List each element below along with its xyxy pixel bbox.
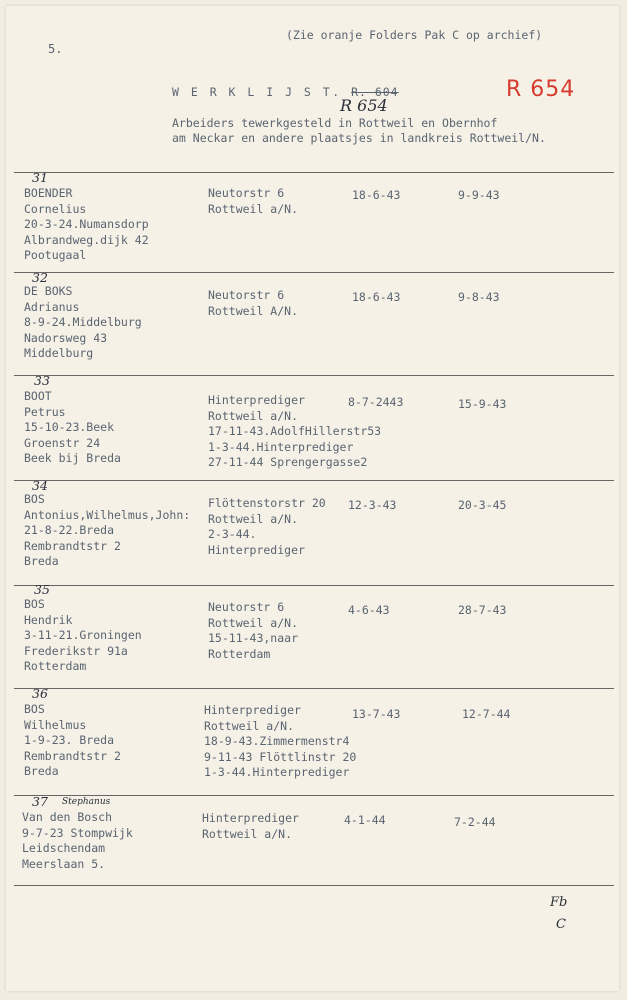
from-date: 4-6-43 <box>348 603 390 617</box>
person-line: Rembrandtstr 2 <box>24 538 121 553</box>
subtitle-line-1: Arbeiders tewerkgesteld in Rottweil en Obernhof <box>172 116 498 130</box>
address-line: Rottweil A/N. <box>208 303 299 318</box>
divider <box>14 688 614 689</box>
person-line: Beek bij Breda <box>24 451 121 465</box>
address-line: Hinterprediger <box>208 542 305 557</box>
address-line: 1-3-44.Hinterprediger <box>208 439 354 454</box>
person-line: 21-8-22.Breda <box>24 523 115 537</box>
address-block <box>202 811 299 842</box>
person-line: Hendrik <box>24 612 73 627</box>
entry-number: 37 <box>32 794 48 809</box>
address-block <box>208 600 298 662</box>
person-line: Antonius,Wilhelmus,John: <box>24 507 191 522</box>
person-line: 20-3-24.Numansdorp <box>24 217 149 231</box>
address-line: Neutorstr 6 <box>208 600 285 614</box>
person-line: Breda <box>24 554 59 568</box>
person-line: Pootugaal <box>24 248 87 262</box>
person-line: 1-9-23. Breda <box>24 733 115 747</box>
person-block <box>22 810 133 872</box>
from-date: 12-3-43 <box>348 498 397 512</box>
person-block <box>24 492 190 570</box>
from-date: 8-7-2443 <box>348 395 404 409</box>
to-date: 9-9-43 <box>458 188 500 202</box>
person-line: 8-9-24.Middelburg <box>24 315 142 329</box>
handwritten-reference: R 654 <box>340 96 388 115</box>
person-line: Frederikstr 91a <box>24 643 128 658</box>
red-reference-mark: R 654 <box>506 77 576 102</box>
address-line: Rottweil a/N. <box>208 511 299 526</box>
address-block <box>208 496 326 558</box>
person-line: Meerslaan 5. <box>22 856 106 871</box>
corner-mark-line-2: C <box>556 917 566 932</box>
person-line: Middelburg <box>24 346 94 360</box>
address-line: 17-11-43.AdolfHillerstr53 <box>208 424 382 438</box>
person-line: Adrianus <box>24 299 80 314</box>
address-block <box>208 186 298 217</box>
address-line: Flöttenstorstr 20 <box>208 496 326 510</box>
person-line: Nadorsweg 43 <box>24 330 108 345</box>
title-main: W E R K L I J S T. <box>172 85 342 99</box>
person-block <box>24 284 142 362</box>
person-line: BOS <box>24 702 45 716</box>
address-line: 27-11-44 Sprengergasse2 <box>208 455 368 469</box>
person-line: Breda <box>24 764 59 778</box>
divider <box>14 272 614 273</box>
address-line: Rottweil a/N. <box>208 615 299 630</box>
from-date: 18-6-43 <box>352 290 401 304</box>
to-date: 28-7-43 <box>458 603 507 617</box>
divider <box>14 480 614 481</box>
person-block <box>24 597 142 675</box>
person-line: 15-10-23.Beek <box>24 420 115 434</box>
address-line: 18-9-43.Zimmermenstr4 <box>204 734 350 748</box>
archive-note: (Zie oranje Folders Pak C op archief) <box>286 28 543 42</box>
to-date: 20-3-45 <box>458 498 507 512</box>
person-line: BOS <box>24 597 45 611</box>
person-line: Leidschendam <box>22 841 106 855</box>
entry-number: 33 <box>34 373 50 388</box>
divider <box>14 585 614 586</box>
person-line: Van den Bosch <box>22 810 113 824</box>
divider <box>14 172 614 173</box>
person-line: 9-7-23 Stompwijk <box>22 825 133 840</box>
from-date: 4-1-44 <box>344 813 386 827</box>
divider <box>14 885 614 886</box>
person-line: 3-11-21.Groningen <box>24 628 142 642</box>
divider <box>14 375 614 376</box>
person-line: Albrandweg.dijk 42 <box>24 232 149 247</box>
entry-number: 31 <box>32 170 48 185</box>
address-line: Neutorstr 6 <box>208 288 285 302</box>
from-date: 13-7-43 <box>352 707 401 721</box>
address-line: Hinterprediger <box>208 393 305 407</box>
person-line: DE BOKS <box>24 284 73 298</box>
entry-number: 35 <box>34 582 50 597</box>
from-date: 18-6-43 <box>352 188 401 202</box>
person-block <box>24 702 121 780</box>
person-line: Rotterdam <box>24 659 87 673</box>
address-line: Hinterprediger <box>202 811 299 825</box>
person-line: Groenstr 24 <box>24 435 101 450</box>
address-line: Rottweil a/N. <box>208 201 299 216</box>
to-date: 12-7-44 <box>462 707 511 721</box>
address-block <box>204 703 356 781</box>
title-struck: R. 604 <box>351 85 399 99</box>
entry-number: 34 <box>32 478 48 493</box>
address-line: Neutorstr 6 <box>208 186 285 200</box>
address-line: Rottweil a/N. <box>208 408 299 423</box>
person-line: BOOT <box>24 389 52 403</box>
person-line: Cornelius <box>24 201 87 216</box>
person-line: Petrus <box>24 404 66 419</box>
person-block <box>24 389 121 467</box>
person-line: BOS <box>24 492 45 506</box>
corner-mark-line-1: Fb <box>550 895 568 910</box>
to-date: 9-8-43 <box>458 290 500 304</box>
person-line: BOENDER <box>24 186 73 200</box>
address-line: 9-11-43 Flöttlinstr 20 <box>204 749 357 764</box>
address-line: Rotterdam <box>208 646 271 661</box>
person-line: Rembrandtstr 2 <box>24 748 121 763</box>
address-line: 1-3-44.Hinterprediger <box>204 765 350 779</box>
entry-number: 32 <box>32 270 48 285</box>
address-line: Hinterprediger <box>204 703 301 717</box>
page-number: 5. <box>48 42 63 56</box>
to-date: 15-9-43 <box>458 397 507 411</box>
address-block <box>208 288 298 319</box>
divider <box>14 795 614 796</box>
entry-number: 36 <box>32 686 48 701</box>
address-line: 2-3-44. <box>208 527 257 541</box>
to-date: 7-2-44 <box>454 815 496 829</box>
subtitle-line-2: am Neckar en andere plaatsjes in landkreis Rottweil/N. <box>172 131 546 145</box>
address-line: Rottweil a/N. <box>202 826 293 841</box>
address-line: Rottweil a/N. <box>204 718 295 733</box>
handwritten-first-name: Stephanus <box>62 797 111 807</box>
person-line: Wilhelmus <box>24 717 87 732</box>
address-line: 15-11-43,naar <box>208 631 299 645</box>
person-block <box>24 186 149 264</box>
